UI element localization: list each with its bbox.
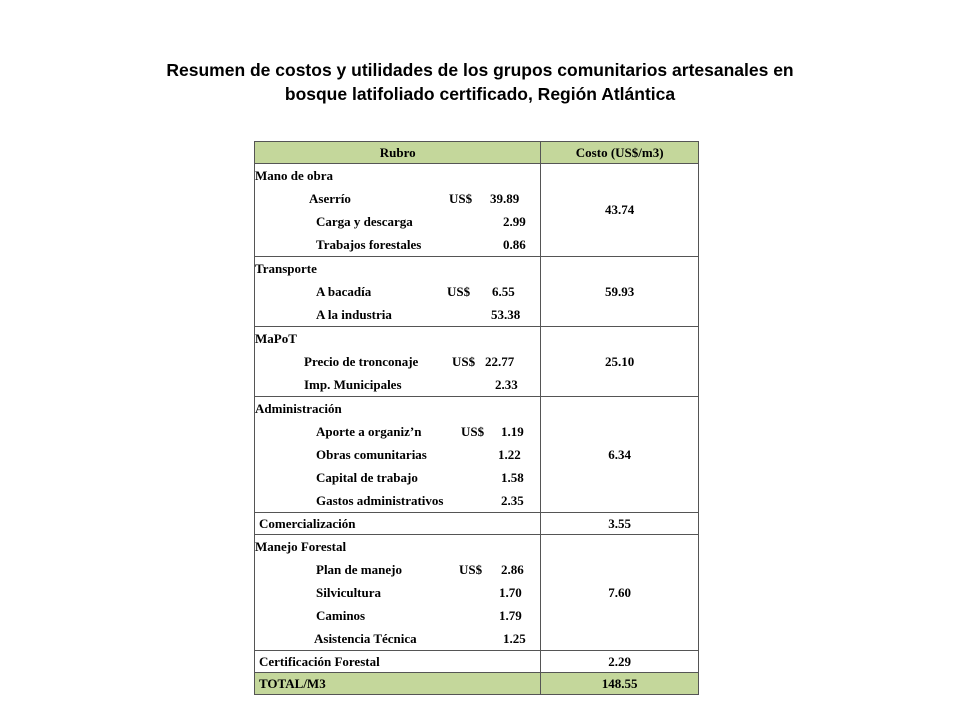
line-item: [255, 420, 540, 443]
costo-cell: 7.60: [541, 535, 699, 651]
item-amount: 2.35: [501, 493, 524, 508]
line-item: [255, 466, 540, 489]
line-item: [255, 303, 540, 326]
line-item: [255, 581, 540, 604]
rubro-cell: Comercialización: [255, 513, 541, 535]
line-item: [255, 350, 540, 373]
total-value: 148.55: [541, 673, 699, 695]
table-row-mapot: [255, 327, 699, 397]
table-row-comercializacion: [255, 513, 699, 535]
rubro-cell: [255, 327, 541, 397]
item-label: Precio de tronconaje: [304, 354, 419, 369]
item-amount: 0.86: [503, 237, 526, 252]
costo-cell: 3.55: [541, 513, 699, 535]
item-amount: 53.38: [491, 307, 521, 322]
line-item: [255, 558, 540, 581]
item-label: A bacadía: [316, 284, 372, 299]
item-amount: 2.86: [501, 562, 524, 577]
line-item: [255, 373, 540, 396]
item-label: Aporte a organiz’n: [316, 424, 422, 439]
costo-cell: 25.10: [541, 327, 699, 397]
title-line-2: bosque latifoliado certificado, Región Atlántica: [284, 84, 676, 104]
table-row-mano-de-obra: [255, 164, 699, 257]
item-label: Aserrío: [309, 191, 351, 206]
item-label: Silvicultura: [316, 585, 382, 600]
item-currency: US$: [449, 191, 473, 206]
header-costo: Costo (US$/m3): [541, 142, 699, 164]
title-line-1: Resumen de costos y utilidades de los grupos comunitarios artesanales en: [166, 60, 794, 80]
table-row-total: [255, 673, 699, 695]
group-title: Mano de obra: [255, 168, 333, 183]
table-row-transporte: [255, 257, 699, 327]
line-item: [255, 604, 540, 627]
item-label: Trabajos forestales: [316, 237, 422, 252]
table-row-administracion: [255, 397, 699, 513]
costo-cell: 59.93: [541, 257, 699, 327]
item-amount: 1.79: [499, 608, 522, 623]
item-currency: US$: [447, 284, 471, 299]
costo-cell: 43.74: [541, 164, 699, 257]
item-amount: 2.99: [503, 214, 526, 229]
item-label: Plan de manejo: [316, 562, 402, 577]
table-row-manejo-forestal: [255, 535, 699, 651]
item-label: Caminos: [316, 608, 366, 623]
item-label: Capital de trabajo: [316, 470, 418, 485]
rubro-cell: [255, 397, 541, 513]
item-amount: 1.70: [499, 585, 522, 600]
total-label: TOTAL/M3: [255, 673, 541, 695]
costo-cell: 2.29: [541, 651, 699, 673]
item-label: Imp. Municipales: [304, 377, 402, 392]
item-amount: 1.19: [501, 424, 524, 439]
rubro-cell: [255, 164, 541, 257]
group-title: Manejo Forestal: [255, 539, 347, 554]
rubro-cell: [255, 257, 541, 327]
item-currency: US$: [459, 562, 483, 577]
item-currency: US$: [452, 354, 476, 369]
item-amount: 1.58: [501, 470, 524, 485]
group-title: Administración: [255, 401, 342, 416]
page-title: [0, 58, 960, 106]
item-amount: 39.89: [490, 191, 520, 206]
line-item: [255, 627, 540, 650]
header-rubro: Rubro: [255, 142, 541, 164]
item-label: Asistencia Técnica: [314, 631, 417, 646]
item-amount: 1.22: [498, 447, 521, 462]
item-label: Obras comunitarias: [316, 447, 427, 462]
group-title: MaPoT: [255, 331, 297, 346]
line-item: [255, 443, 540, 466]
table-header-row: [255, 142, 699, 164]
item-amount: 1.25: [503, 631, 526, 646]
group-title: Transporte: [255, 261, 317, 276]
item-currency: US$: [461, 424, 485, 439]
line-item: [255, 210, 540, 233]
item-amount: 6.55: [492, 284, 515, 299]
line-item: [255, 280, 540, 303]
item-label: Gastos administrativos: [316, 493, 444, 508]
item-amount: 2.33: [495, 377, 518, 392]
item-label: A la industria: [316, 307, 392, 322]
table-row-certificacion: [255, 651, 699, 673]
item-label: Carga y descarga: [316, 214, 413, 229]
rubro-cell: Certificación Forestal: [255, 651, 541, 673]
rubro-cell: [255, 535, 541, 651]
line-item: [255, 233, 540, 256]
costs-table: [254, 141, 699, 695]
costo-cell: 6.34: [541, 397, 699, 513]
line-item: [255, 187, 540, 210]
item-amount: 22.77: [485, 354, 515, 369]
line-item: [255, 489, 540, 512]
